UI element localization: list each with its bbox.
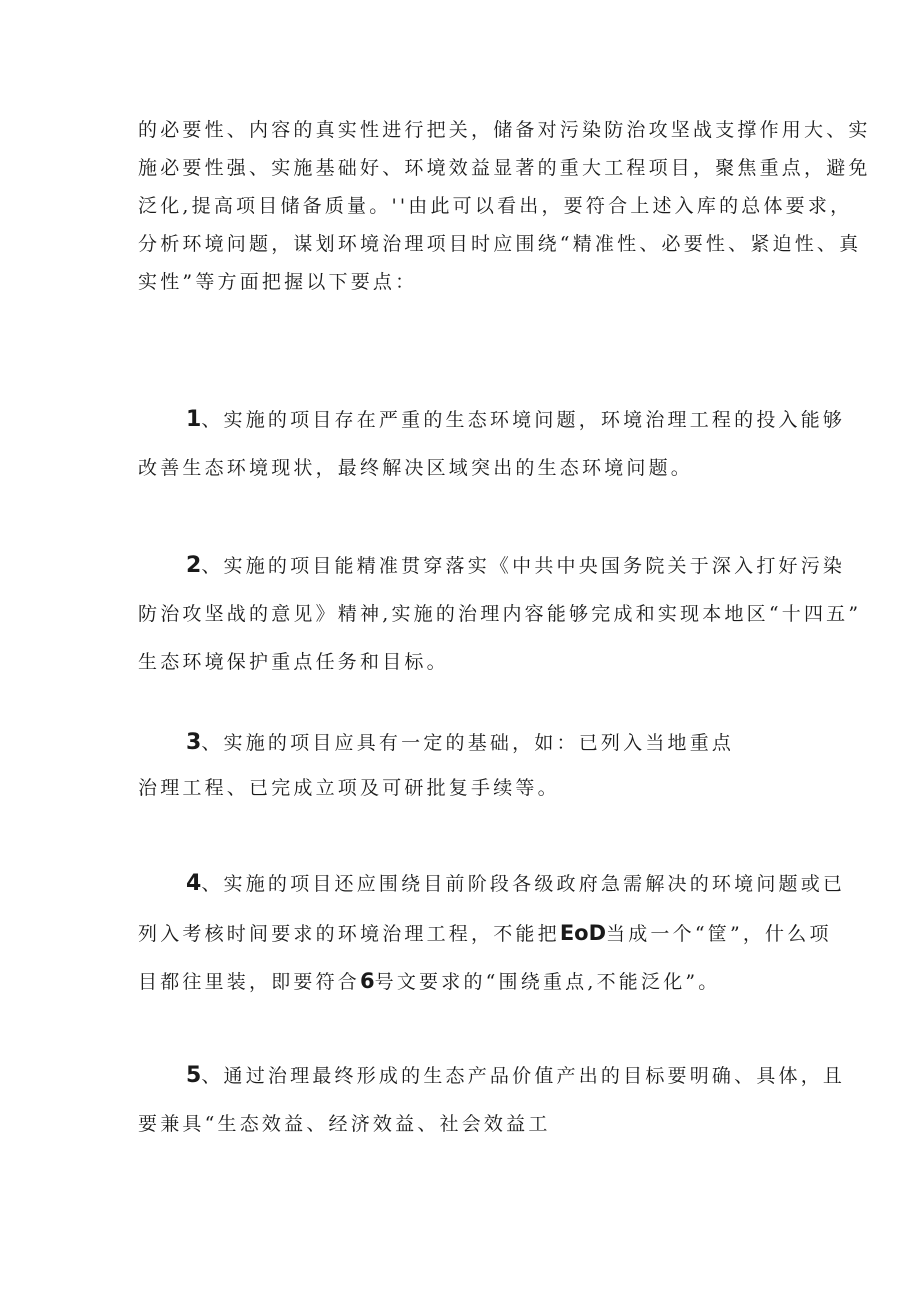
point-2-line-3: 生态环境保护重点任务和目标。: [138, 651, 449, 673]
point-4-line-3: [138, 969, 798, 994]
point-3-line-2: 治理工程、已完成立项及可研批复手续等。: [138, 777, 560, 799]
point-4-text-3a: 目都往里装，即要符合: [138, 971, 361, 993]
point-2-line-2: 防治攻坚战的意见》精神,实施的治理内容能够完成和实现本地区“十四五”: [138, 603, 862, 625]
point-2-text-1: 、实施的项目能精准贯穿落实《中共中央国务院关于深入打好污染: [201, 555, 846, 577]
point-4-text-3b: 号文要求的“围绕重点,不能泛化”。: [374, 971, 721, 993]
point-4-text-2a: 列入考核时间要求的环境治理工程，不能把: [138, 923, 560, 945]
intro-line-5: 实性”等方面把握以下要点：: [138, 271, 418, 293]
point-1-number: 1: [186, 407, 202, 432]
point-1-line-2: 改善生态环境现状，最终解决区域突出的生态环境问题。: [138, 457, 694, 479]
point-5-line-2: 要兼具“生态效益、经济效益、社会效益工: [138, 1113, 551, 1135]
point-4-number: 4: [186, 871, 202, 896]
point-3-text-1: 、实施的项目应具有一定的基础，如：已列入当地重点: [201, 732, 735, 754]
point-4-text-2b: 当成一个“筐”，什么项: [606, 923, 832, 945]
point-5-number: 5: [186, 1063, 202, 1088]
point-2-number: 2: [186, 553, 202, 578]
intro-line-3: 泛化,提高项目储备质量。''由此可以看出，要符合上述入库的总体要求，: [138, 195, 853, 217]
point-4-six: 6: [360, 969, 375, 993]
point-5-text-1: 、通过治理最终形成的生态产品价值产出的目标要明确、具体，且: [201, 1065, 846, 1087]
point-4-line-2: [138, 921, 832, 946]
point-1-text-1: 、实施的项目存在严重的生态环境问题，环境治理工程的投入能够: [201, 409, 846, 431]
point-1-line-1: [186, 407, 846, 432]
intro-line-4: 分析环境问题，谋划环境治理项目时应围绕“精准性、必要性、紧迫性、真: [138, 233, 862, 255]
point-4-line-1: [186, 871, 846, 896]
intro-line-1: 的必要性、内容的真实性进行把关，储备对污染防治攻坚战支撑作用大、实: [138, 119, 871, 141]
point-4-text-1: 、实施的项目还应围绕目前阶段各级政府急需解决的环境问题或已: [201, 873, 846, 895]
point-4-eod: EoD: [559, 921, 607, 945]
point-5-line-1: [186, 1063, 846, 1088]
intro-line-2: 施必要性强、实施基础好、环境效益显著的重大工程项目，聚焦重点，避免: [138, 157, 871, 179]
point-3-number: 3: [186, 730, 202, 755]
point-3-line-1: [186, 731, 798, 755]
point-2-line-1: [186, 553, 846, 578]
